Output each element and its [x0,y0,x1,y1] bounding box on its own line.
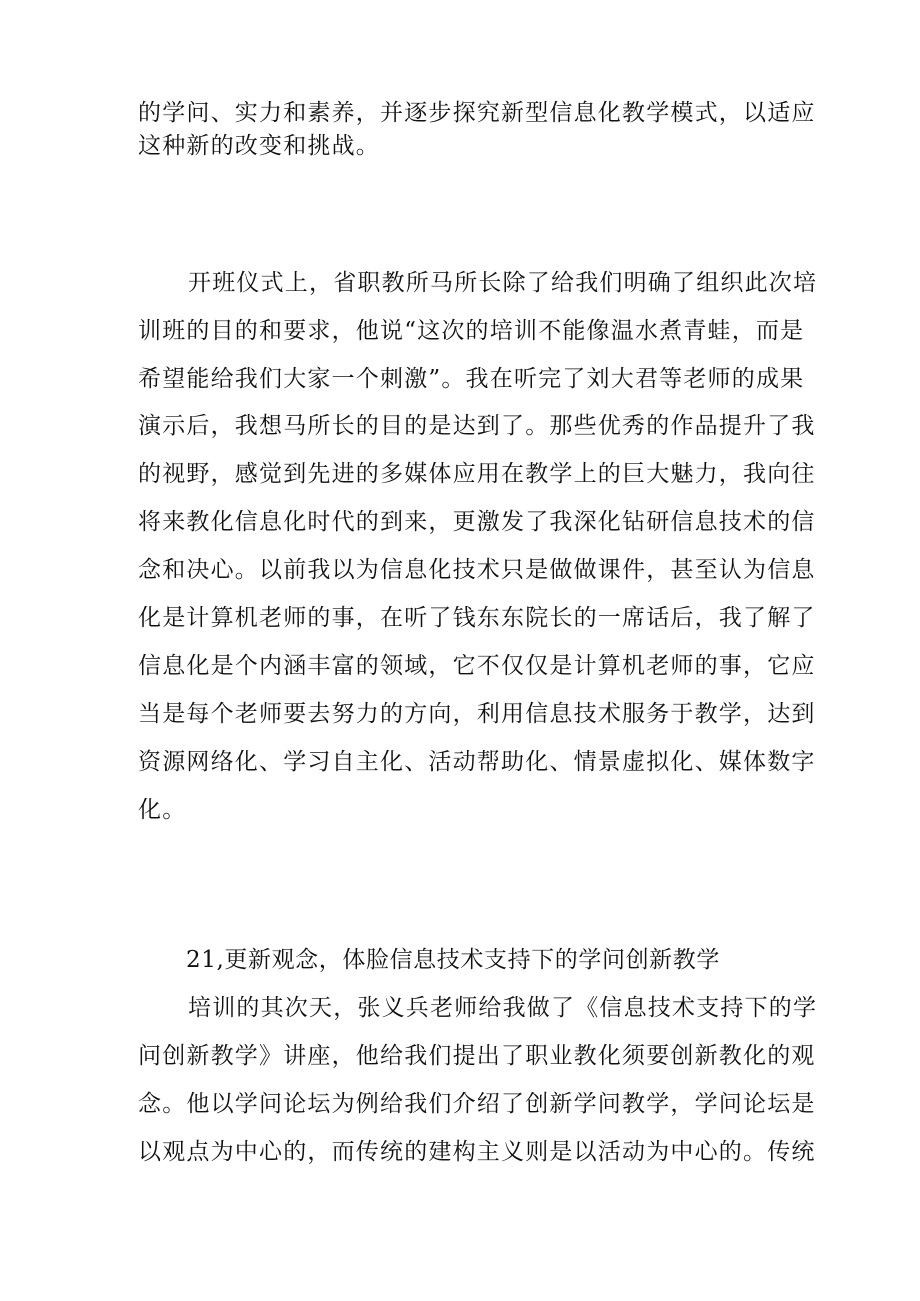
paragraph-2-line-2: 训班的目的和要求，他说“这次的培训不能像温水煮青蛙，而是 [138,318,805,344]
paragraph-2-line-9: 信息化是个内涵丰富的领域，它不仅仅是计算机老师的事，它应 [138,653,816,679]
paragraph-1-line-1: 的学问、实力和素养，并逐步探究新型信息化教学模式，以适应 [138,100,816,126]
paragraph-1-line-2: 这种新的改变和挑战。 [138,133,380,159]
paragraph-2-line-5: 的视野，感觉到先进的多媒体应用在教学上的巨大魅力，我向往 [138,461,816,487]
paragraph-3-line-3: 念。他以学问论坛为例给我们介绍了创新学问教学，学问论坛是 [138,1091,816,1117]
section-heading: 21,更新观念，体脸信息技术支持下的学问创新教学 [186,947,720,973]
paragraph-3-line-2: 问创新教学》讲座，他给我们提出了职业教化须要创新教化的观 [138,1043,816,1069]
paragraph-2-line-8: 化是计算机老师的事，在听了钱东东院长的一席话后，我了解了 [138,605,816,631]
paragraph-2-line-10: 当是每个老师要去努力的方向，利用信息技术服务于教学，达到 [138,701,816,727]
paragraph-2-line-12: 化。 [138,797,187,823]
paragraph-2-line-3: 希望能给我们大家一个刺激”。我在听完了刘大君等老师的成果 [138,366,805,392]
paragraph-3-line-1: 培训的其次天，张义兵老师给我做了《信息技术支持下的学 [188,995,818,1021]
paragraph-2-line-7: 念和决心。以前我以为信息化技术只是做做课件，甚至认为信息 [138,557,816,583]
paragraph-3-line-4: 以观点为中心的，而传统的建构主义则是以活动为中心的。传统 [138,1139,816,1165]
paragraph-2-line-4: 演示后，我想马所长的目的是达到了。那些优秀的作品提升了我 [138,413,816,439]
paragraph-2-line-1: 开班仪式上，省职教所马所长除了给我们明确了组织此次培 [188,270,818,296]
paragraph-2-line-11: 资源网络化、学习自主化、活动帮助化、情景虚拟化、媒体数字 [138,749,816,775]
paragraph-2-line-6: 将来教化信息化时代的到来，更激发了我深化钻研信息技术的信 [138,509,816,535]
